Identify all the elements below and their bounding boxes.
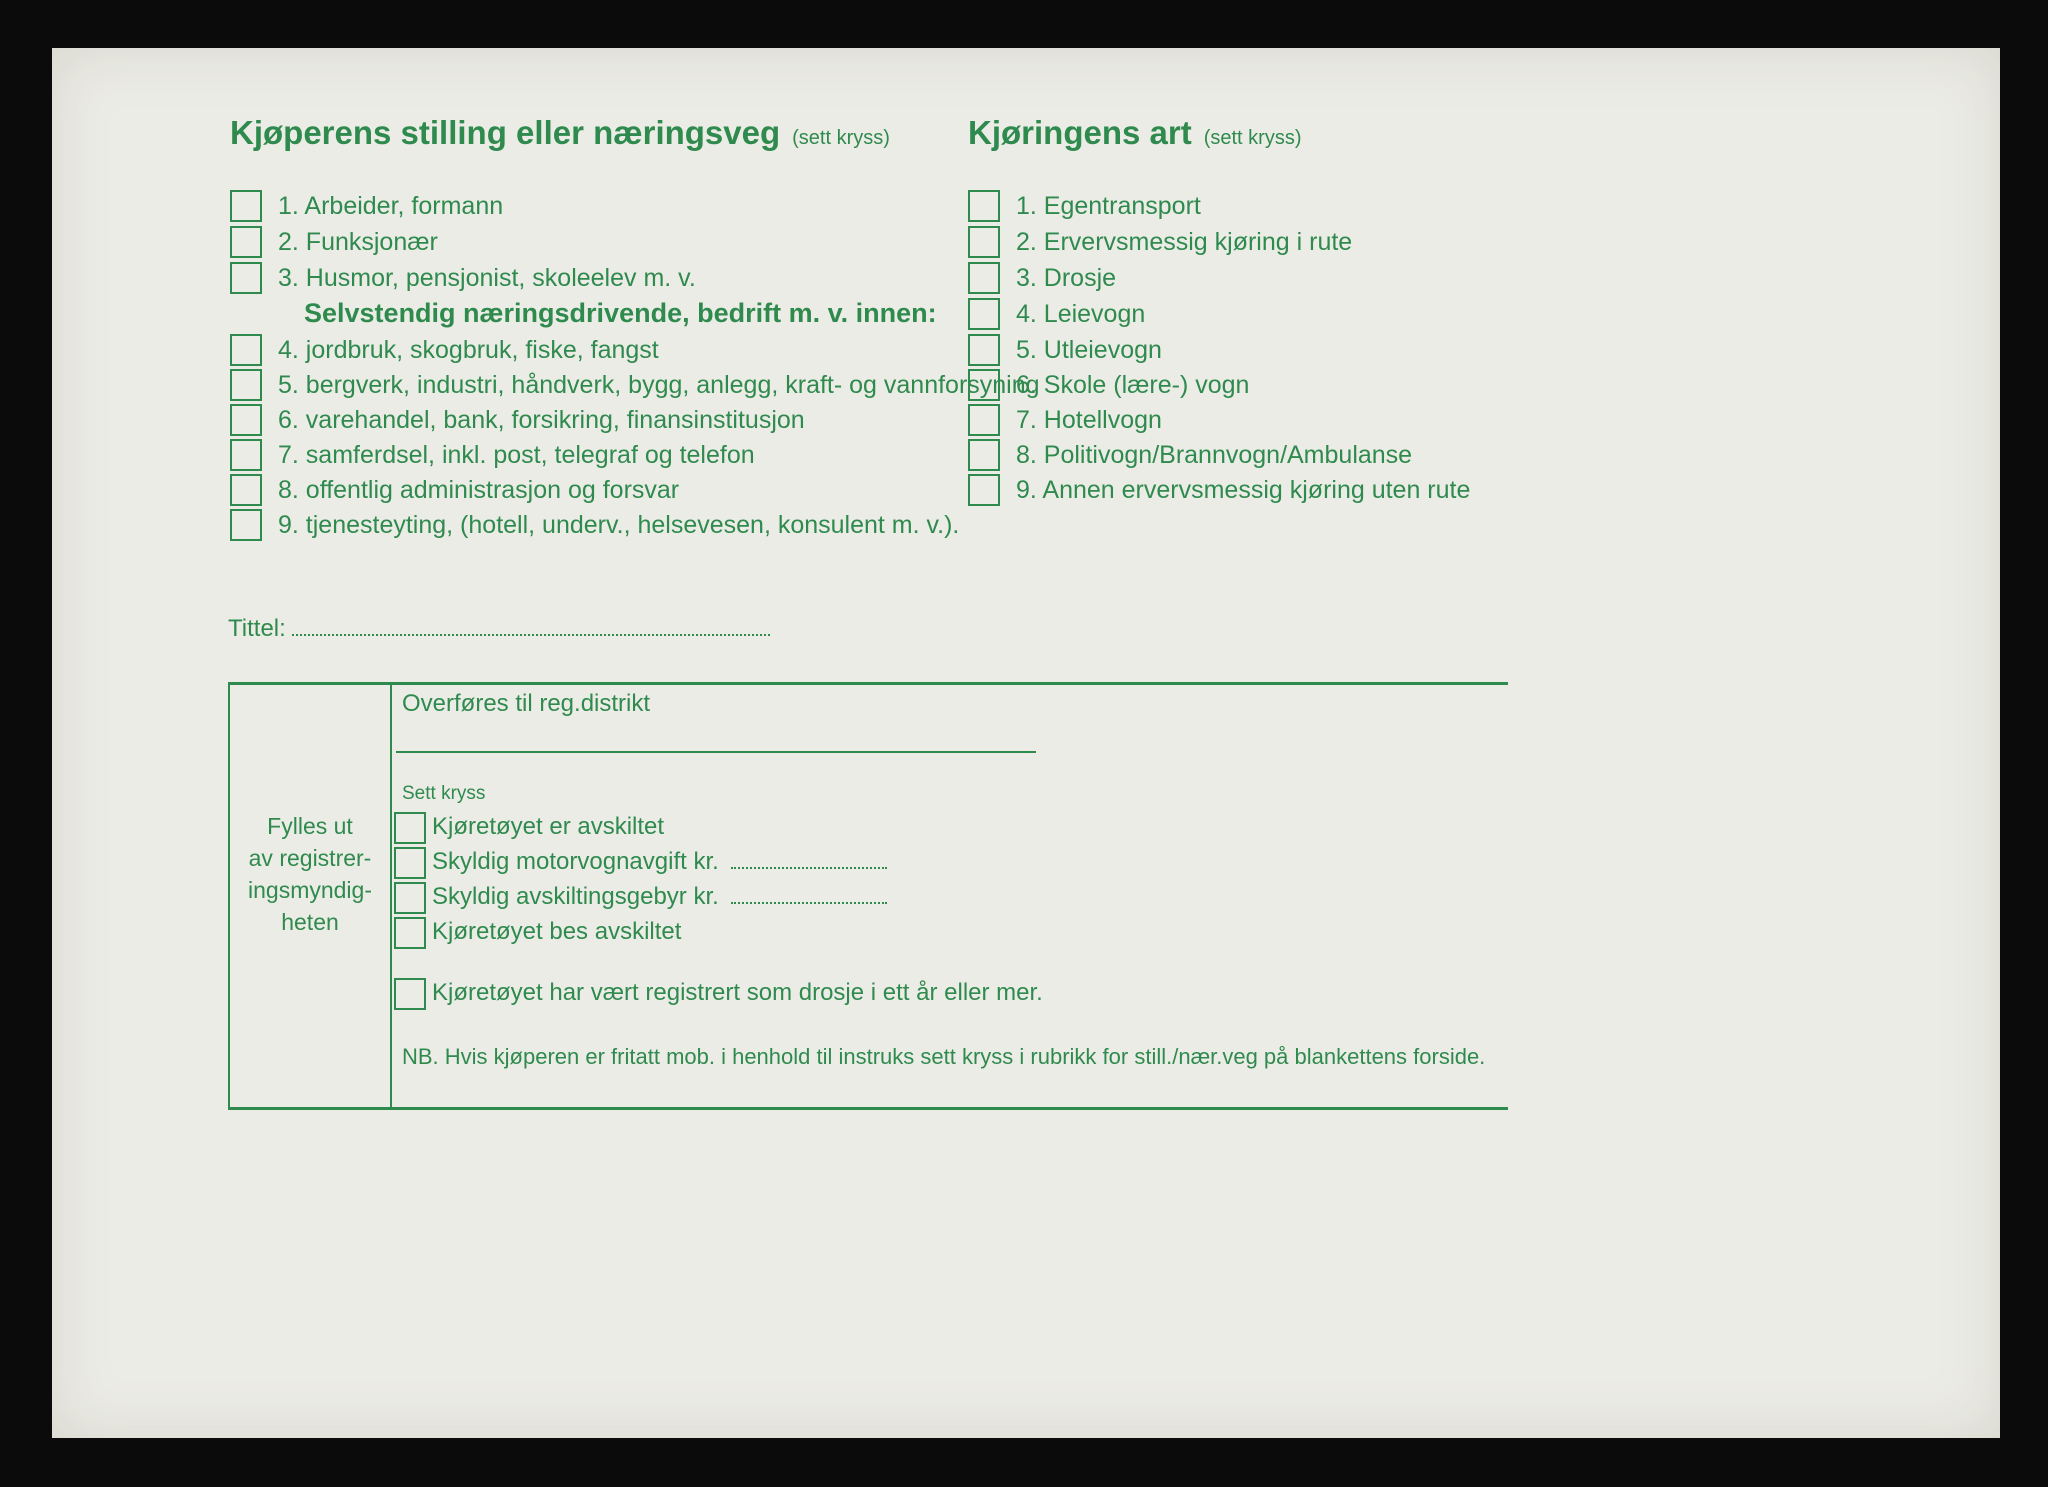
checkbox-occupation-7[interactable] — [230, 439, 262, 471]
checkbox-driving-3[interactable] — [968, 262, 1000, 294]
checkbox-occupation-4[interactable] — [230, 334, 262, 366]
driving-item-3: 3. Drosje — [1016, 264, 1117, 292]
driving-item-8: 8. Politivogn/Brannvogn/Ambulanse — [1016, 441, 1413, 469]
checkbox-deregistration-fee[interactable] — [394, 882, 426, 914]
checkbox-request-deregistration[interactable] — [394, 917, 426, 949]
vehicle-tax-field — [432, 848, 887, 876]
occupation-item-6: 6. varehandel, bank, forsikring, finansinstitusjon — [278, 406, 805, 434]
checkbox-taxi-registered[interactable] — [394, 978, 426, 1010]
occupation-item-9: 9. tjenesteyting, (hotell, underv., helsevesen, konsulent m. v.). — [278, 511, 960, 539]
transfer-district-label: Overføres til reg.distrikt — [402, 690, 651, 717]
driving-item-5: 5. Utleievogn — [1016, 336, 1162, 364]
checkbox-driving-2[interactable] — [968, 226, 1000, 258]
occupation-item-3: 3. Husmor, pensjonist, skoleelev m. v. — [278, 264, 696, 292]
request-deregistration-label: Kjøretøyet bes avskiltet — [432, 918, 682, 945]
driving-type-note: (sett kryss) — [1203, 127, 1302, 149]
checkbox-occupation-8[interactable] — [230, 474, 262, 506]
title-dotted-line — [292, 616, 770, 636]
registration-authority-label — [230, 810, 390, 938]
deregistration-fee-label: Skyldig avskiltingsgebyr kr. — [432, 883, 719, 910]
occupation-item-1: 1. Arbeider, formann — [278, 192, 504, 220]
box-top-rule — [228, 682, 1508, 685]
side-label-line-4: heten — [281, 909, 339, 935]
checkbox-occupation-3[interactable] — [230, 262, 262, 294]
checkbox-driving-9[interactable] — [968, 474, 1000, 506]
occupation-item-8: 8. offentlig administrasjon og forsvar — [278, 476, 680, 504]
checkbox-occupation-2[interactable] — [230, 226, 262, 258]
driving-item-2: 2. Ervervsmessig kjøring i rute — [1016, 228, 1353, 256]
checkbox-driving-4[interactable] — [968, 298, 1000, 330]
driving-item-1: 1. Egentransport — [1016, 192, 1201, 220]
driving-type-heading — [968, 114, 1301, 152]
occupation-item-2: 2. Funksjonær — [278, 228, 438, 256]
driving-type-title: Kjøringens art — [968, 114, 1192, 151]
nb-note: NB. Hvis kjøperen er fritatt mob. i henhold til instruks sett kryss i rubrikk for still./nær.veg på blankettens forside. — [402, 1044, 1486, 1069]
checkbox-occupation-9[interactable] — [230, 509, 262, 541]
form-sheet — [52, 48, 2000, 1438]
checkbox-vehicle-tax[interactable] — [394, 847, 426, 879]
taxi-registered-label: Kjøretøyet har vært registrert som drosje i ett år eller mer. — [432, 979, 1043, 1006]
buyer-occupation-note: (sett kryss) — [792, 127, 890, 149]
deregistered-label: Kjøretøyet er avskiltet — [432, 813, 665, 840]
checkbox-occupation-1[interactable] — [230, 190, 262, 222]
checkbox-driving-1[interactable] — [968, 190, 1000, 222]
buyer-occupation-title: Kjøperens stilling eller næringsveg — [230, 114, 781, 151]
occupation-item-5: 5. bergverk, industri, håndverk, bygg, anlegg, kraft- og vannforsyning — [278, 371, 1040, 399]
title-label: Tittel: — [228, 615, 286, 642]
checkbox-driving-6[interactable] — [968, 369, 1000, 401]
title-field[interactable] — [228, 615, 770, 643]
driving-item-6: 6. Skole (lære-) vogn — [1016, 371, 1250, 399]
occupation-item-7: 7. samferdsel, inkl. post, telegraf og telefon — [278, 441, 755, 469]
transfer-district-line[interactable] — [396, 751, 1036, 753]
side-label-line-1: Fylles ut — [267, 813, 353, 839]
driving-item-9: 9. Annen ervervsmessig kjøring uten rute — [1016, 476, 1471, 504]
deregistration-fee-field — [432, 883, 887, 911]
box-bottom-rule — [228, 1107, 1508, 1110]
vehicle-tax-label: Skyldig motorvognavgift kr. — [432, 848, 719, 875]
side-label-line-3: ingsmyndig- — [248, 877, 372, 903]
self-employed-subheading: Selvstendig næringsdrivende, bedrift m. v. innen: — [304, 298, 937, 328]
buyer-occupation-heading — [230, 114, 890, 152]
box-divider-rule — [390, 682, 392, 1110]
sett-kryss-label: Sett kryss — [402, 783, 486, 804]
vehicle-tax-amount-line[interactable] — [731, 849, 887, 869]
checkbox-driving-8[interactable] — [968, 439, 1000, 471]
side-label-line-2: av registrer- — [248, 845, 372, 871]
occupation-item-4: 4. jordbruk, skogbruk, fiske, fangst — [278, 336, 659, 364]
checkbox-occupation-5[interactable] — [230, 369, 262, 401]
driving-item-7: 7. Hotellvogn — [1016, 406, 1162, 434]
driving-item-4: 4. Leievogn — [1016, 300, 1146, 328]
checkbox-driving-5[interactable] — [968, 334, 1000, 366]
checkbox-deregistered[interactable] — [394, 812, 426, 844]
checkbox-occupation-6[interactable] — [230, 404, 262, 436]
deregistration-fee-amount-line[interactable] — [731, 884, 887, 904]
checkbox-driving-7[interactable] — [968, 404, 1000, 436]
